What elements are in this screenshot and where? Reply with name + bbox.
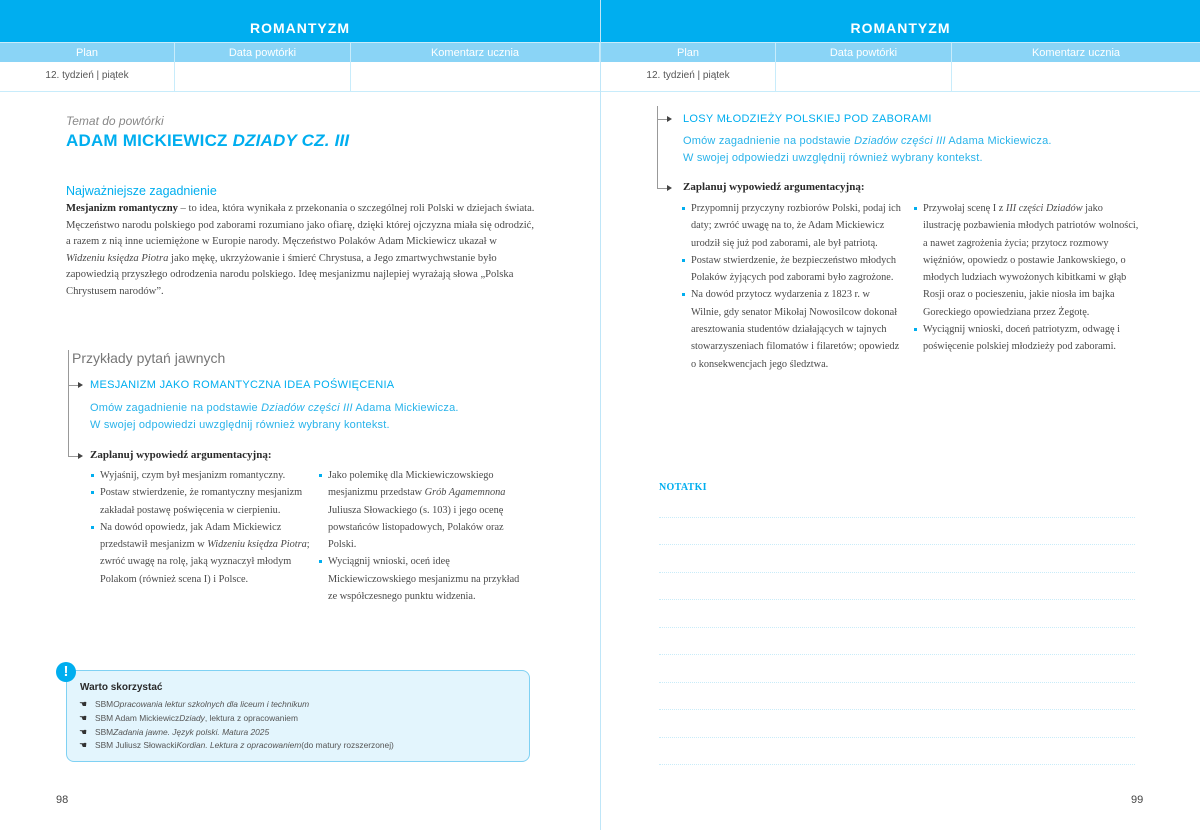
list-item-text: Postaw stwierdzenie, że bezpieczeństwo młodych Polaków żyjących pod zaborami było zagrożone. [691,254,897,284]
pointing-hand-icon: ☚ [79,712,88,723]
note-line[interactable] [659,764,1135,765]
resource-text: SBM [95,699,114,709]
question-body-text: W swojej odpowiedzi uwzględnij również wybrany kontekst. [90,419,390,431]
list-item-text: Przywołaj scenę I z [923,203,1006,214]
note-line[interactable] [659,627,1135,628]
list-item [318,553,528,605]
list-item-text: ; zwróć uwagę na rolę, jaką wyznaczył młodym Polakom (również scena I) i Polsce. [100,539,310,585]
arrow-icon [667,116,672,122]
resource-item [79,739,394,753]
list-item [681,252,901,287]
question-title: LOSY MŁODZIEŻY POLSKIEJ POD ZABORAMI [683,113,932,125]
note-line[interactable] [659,517,1135,518]
pointing-hand-icon: ☚ [79,740,88,751]
key-issue-work-title: Widzeniu księdza Piotra [66,252,169,264]
plan-list-col1 [90,467,312,588]
plan-value: 12. tydzień | piątek [0,62,175,92]
list-item-text: Na dowód przytocz wydarzenia z 1823 r. w Wilnie, gdy senator Mikołaj Nowosilcow dokonał aresztowania studentów działających w tajnych stowarzyszeniach filomatów i filaretów; opowiedz o konsekwencjach jego śledztwa. [691,289,900,370]
note-line[interactable] [659,599,1135,600]
pointing-hand-icon: ☚ [79,726,88,737]
page-number: 99 [1131,794,1144,806]
list-item [681,200,901,252]
list-item-italic: Widzeniu księdza Piotra [207,539,307,551]
topic-title [66,131,349,151]
key-issue-text [66,201,536,301]
list-item-text: Wyciągnij wnioski, doceń patriotyzm, odwagę i poświęcenie polskiej młodzieży pod zaborami. [923,324,1120,353]
plan-heading: Zaplanuj wypowiedź argumentacyjną: [683,181,865,193]
resource-item [79,726,394,740]
connector-line [68,350,69,456]
plan-table [0,42,600,92]
col-plan: Plan [0,42,175,62]
question-body [90,400,459,434]
topic-title-author: ADAM MICKIEWICZ [66,131,233,150]
plan-list-col2 [318,467,528,605]
plan-list-col1 [681,200,901,373]
list-item-italic: Grób Agamemnona [424,487,506,499]
question-body [683,133,1052,167]
question-body-text: Adama Mickiewicza. [945,135,1052,147]
question-title: MESJANIZM JAKO ROMANTYCZNA IDEA POŚWIĘCENIA [90,379,395,391]
page-number: 98 [56,794,69,806]
arrow-icon [78,453,83,459]
review-date-field[interactable] [175,62,351,92]
arrow-icon [78,382,83,388]
student-comment-field[interactable] [351,62,600,92]
list-item-italic: III części Dziadów [1005,203,1083,214]
list-item-text: Jako polemikę dla Mickiewiczowskiego mesjanizmu przedstaw [328,470,494,499]
list-item-text: Wyciągnij wnioski, oceń ideę Mickiewiczowskiego mesjanizmu na przykład ze współczesnego punktu widzenia. [328,556,520,603]
resource-text: SBM Adam Mickiewicz [95,712,180,723]
list-item [90,519,312,588]
question-body-text: W swojej odpowiedzi uwzględnij również wybrany kontekst. [683,152,983,164]
list-item [318,467,528,553]
col-student-comment: Komentarz ucznia [952,42,1200,62]
section-title: ROMANTYZM [0,0,600,42]
note-line[interactable] [659,572,1135,573]
list-item-text: Postaw stwierdzenie, że romantyczny mesjanizm zakładał postawę poświęcenia w cierpieniu. [100,487,303,516]
key-term: Mesjanizm romantyczny [66,203,178,214]
key-issue-heading: Najważniejsze zagadnienie [66,184,217,198]
plan-list-col2 [913,200,1141,356]
topic-label: Temat do powtórki [66,114,164,128]
resource-text: SBM [95,726,114,737]
note-line[interactable] [659,544,1135,545]
resource-title: Zadania jawne. Język polski. Matura 2025 [113,726,270,737]
review-date-field[interactable] [776,62,952,92]
note-line[interactable] [659,737,1135,738]
question-work-title: Dziadów części III [854,135,946,147]
arrow-icon [667,185,672,191]
plan-heading: Zaplanuj wypowiedź argumentacyjną: [90,449,272,461]
examples-heading: Przykłady pytań jawnych [72,350,226,366]
right-page [600,0,1200,830]
col-plan: Plan [601,42,776,62]
note-line[interactable] [659,682,1135,683]
section-title: ROMANTYZM [601,0,1200,42]
plan-value: 12. tydzień | piątek [601,62,776,92]
list-item-text: Juliusza Słowackiego (s. 103) i jego ocenę powstańców listopadowych, Polaków oraz Polski. [328,504,504,551]
key-issue-text-2: jako mękę, ukrzyżowanie i śmierć Chrystusa, a Jego zmartwychwstanie było zapowiedzią przyszłego odrodzenia narodu polskiego. Ideę mesjanizmu najlepiej wyrażają słowa „Polska Chrystusem narodów”. [66,252,514,297]
list-item-text: Wyjaśnij, czym był mesjanizm romantyczny. [100,470,286,481]
question-work-title: Dziadów części III [261,402,353,414]
list-item [90,467,312,484]
question-body-text: Adama Mickiewicza. [352,402,459,414]
question-body-text: Omów zagadnienie na podstawie [90,402,262,414]
col-review-date: Data powtórki [175,42,351,62]
topic-title-work: DZIADY CZ. III [232,131,350,150]
list-item [90,484,312,519]
exclamation-icon: ! [56,662,76,682]
plan-table [601,42,1200,92]
list-item [681,286,901,372]
list-item-text: Przypomnij przyczyny rozbiorów Polski, podaj ich daty; zwróć uwagę na to, że Adam Mickiewicz urodził się już pod zaborami, ale był patriotą. [691,203,901,249]
col-review-date: Data powtórki [776,42,952,62]
resource-text: , lektura z opracowaniem [204,712,298,723]
list-item-text: jako ilustrację pozbawienia młodych patriotów wolności, a nawet zagrożenia życia; przytocz rozmowy więźniów, opowiedz o postawie Jankowskiego, o młodych ludziach wywożonych kibitkami w głąb Rosji oraz o pocieszeniu, jakie niosła im bajka Goreckiego opowiedziana przez Żegotę. [923,203,1139,318]
list-item [913,321,1141,356]
notes-heading: NOTATKI [659,482,707,493]
student-comment-field[interactable] [952,62,1200,92]
info-box-title: Warto skorzystać [80,682,163,693]
resource-title: Dziady [179,712,205,723]
key-issue-text-1: – to idea, która wynikała z przekonania o szczególnej roli Polski w dziejach świata. Męczeństwo narodu polskiego pod zaborami rozumiano jako ofiarę, dzięki której ojczyzna miała się odrodzić, a razem z nią inne uciemiężone w Europie narody. Męczeństwo Polaków Adam Mickiewicz ukazał w [66,203,535,248]
list-item [913,200,1141,321]
resource-text: SBM Juliusz Słowacki [95,740,177,751]
resource-item [79,712,394,726]
resource-text: (do matury rozszerzonej) [301,740,394,751]
col-student-comment: Komentarz ucznia [351,42,600,62]
recommended-resources-box [66,670,530,762]
question-body-text: Omów zagadnienie na podstawie [683,135,855,147]
resource-item [79,698,394,712]
resource-list [79,698,394,753]
resource-title: Opracowania lektur szkolnych dla liceum i technikum [113,699,310,709]
list-item-text: Na dowód opowiedz, jak Adam Mickiewicz przedstawił mesjanizm w [100,521,282,551]
note-line[interactable] [659,654,1135,655]
pointing-hand-icon: ☚ [79,699,88,709]
note-line[interactable] [659,709,1135,710]
resource-title: Kordian. Lektura z opracowaniem [176,740,302,751]
